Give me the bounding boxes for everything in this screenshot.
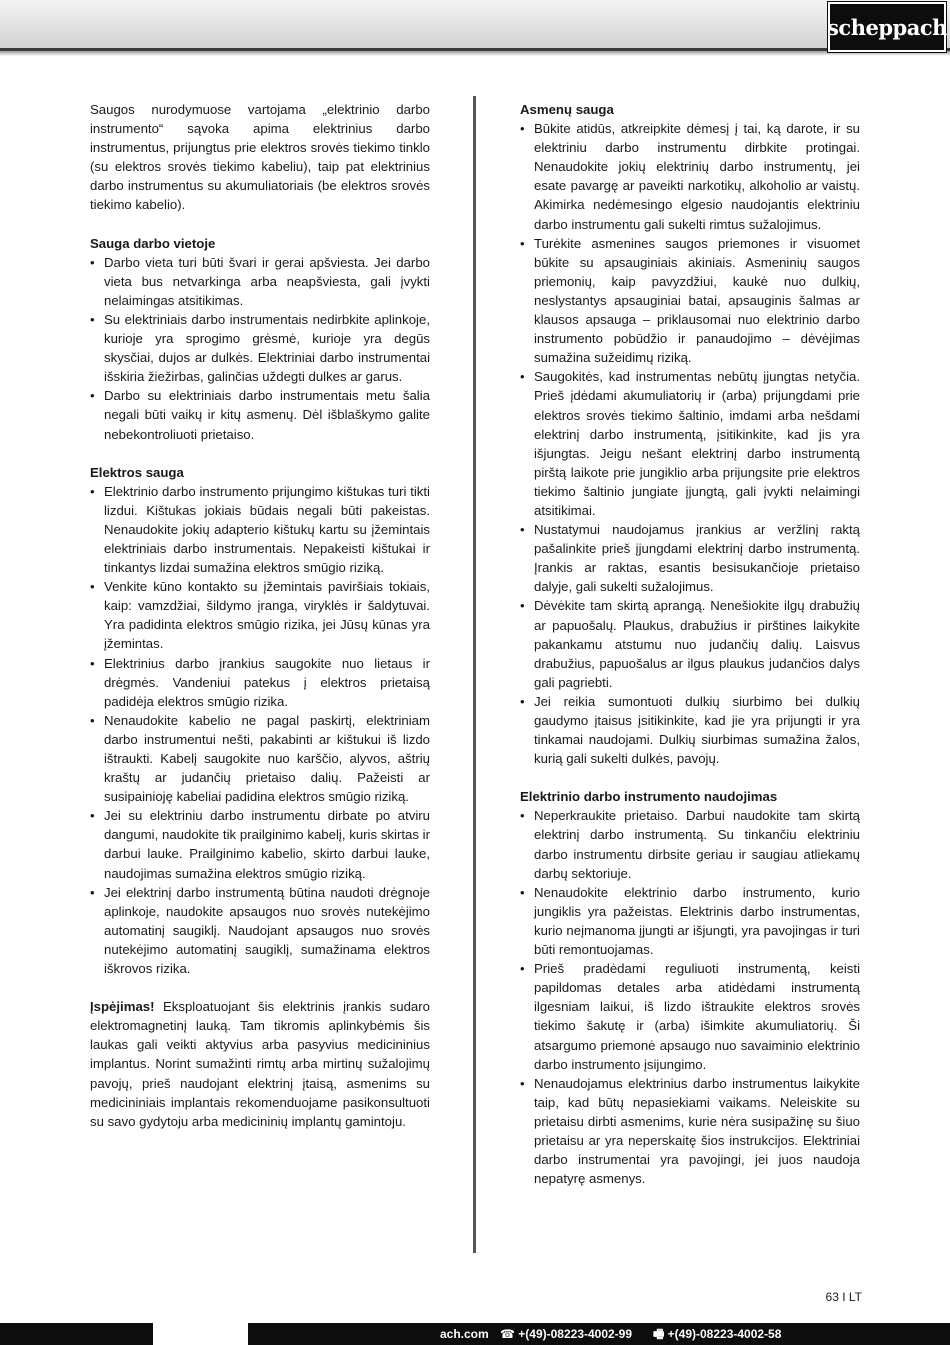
workplace-list (90, 253, 430, 444)
list-item: • Turėkite asmenines saugos priemones ir visuomet būkite su apsauginiais akiniais. Asmeninių saugos priemonių, kaip pavyzdžiui, kaukė nuo dulkių, neslystantys apsauginiai batai, apsauginis šalmas ar klausos apsauga – priklausomai nuo elektrinio darbo instrumento pobūdžio ir panaudojimo – dėvėjimas sumažina sužeidimų riziką. (520, 234, 860, 368)
warning-section (90, 997, 430, 1131)
footer-phone: ☎ +(49)-08223-4002-99 (500, 1327, 633, 1341)
personal-list (520, 119, 860, 768)
header-band (0, 0, 950, 51)
personal-safety-section (520, 100, 860, 768)
column-divider (473, 96, 476, 1253)
warning-label: Įspėjimas! (90, 999, 155, 1015)
logo-text: scheppach (827, 14, 947, 40)
footer-website: ach.com (440, 1327, 489, 1341)
footer-fax: 🖷 +(49)-08223-4002-58 (653, 1327, 782, 1341)
right-column (520, 100, 860, 1207)
list-item: • Elektrinius darbo įrankius saugokite nuo lietaus ir drėgmės. Vandeniui patekus į elektros prietaisą padidėja elektros smūgio rizika. (90, 654, 430, 711)
usage-list (520, 806, 860, 1188)
brand-logo (828, 2, 946, 52)
section-title-usage: Elektrinio darbo instrumento naudojimas (520, 789, 778, 805)
header-shadow (0, 51, 950, 56)
list-item: • Darbo su elektriniais darbo instrumentais metu šalia negali būti vaikų ir kitų asmenų. Dėl išblaškymo galite nebekontroliuoti prietaiso. (90, 386, 430, 443)
list-item: • Neperkraukite prietaiso. Darbui naudokite tam skirtą elektrinį darbo instrumentą. Su tinkančiu elektriniu darbo instrumentu dirbsite geriau ir saugiau atliekamų darbų sektoriuje. (520, 806, 860, 882)
list-item: • Darbo vieta turi būti švari ir gerai apšviesta. Jei darbo vieta bus netvarkinga arba neapšviesta, gali įvykti nelaimingas atsitikimas. (90, 253, 430, 310)
footer-bar-left (0, 1323, 153, 1345)
list-item: • Nustatymui naudojamus įrankius ar veržlinį raktą pašalinkite prieš įjungdami elektrinį darbo instrumentą. Įrankis ar raktas, esantis besisukančioje prietaiso dalyje, gali sukelti sužalojimus. (520, 520, 860, 596)
list-item: • Jei su elektriniu darbo instrumentu dirbate po atviru dangumi, naudokite tik prailginimo kabelį, kuris skirtas ir darbui lauke. Prailginimo kabelio, skirto darbui lauke, naudojimas sumažina elektros smūgio riziką. (90, 806, 430, 882)
workplace-safety-section (90, 234, 430, 444)
list-item: • Dėvėkite tam skirtą aprangą. Nenešiokite ilgų drabužių ar papuošalų. Plaukus, drabužius ir pirštines laikykite pakankamu atstumu nuo judančių dalių. Laisvus drabužius, papuošalus ar ilgus plaukus judančios dalys gali pagriebti. (520, 596, 860, 691)
list-item: • Prieš pradėdami reguliuoti instrumentą, keisti papildomas detales arba atidėdami instrumentą ilgesniam laikui, iš lizdo ištraukite elektros srovės tiekimo šakutę ir (arba) išimkite akumuliatorių. Ši atsargumo priemonė apsaugo nuo savaiminio elektrinio darbo instrumento įsijungimo. (520, 959, 860, 1074)
section-title-electrical: Elektros sauga (90, 464, 184, 480)
list-item: • Nenaudojamus elektrinius darbo instrumentus laikykite taip, kad būtų nepasiekiami vaikams. Neleiskite su prietaisu dirbti asmenims, kurie nėra susipažinę su šiuo prietaisu ar yra neperskaitę šios instrukcijos. Elektriniai darbo instrumentai yra pavojingi, jei juos naudoja nepatyrę asmenys. (520, 1074, 860, 1189)
warning-paragraph (90, 997, 430, 1131)
page-number: 63 I LT (825, 1290, 862, 1304)
intro-section (90, 100, 430, 215)
electrical-list (90, 482, 430, 978)
list-item: • Nenaudokite kabelio ne pagal paskirtį, elektriniam darbo instrumentui nešti, pakabinti ar kištukui iš lizdo ištraukti. Kabelį saugokite nuo karščio, alyvos, aštrių kraštų ar judančių prietaiso dalių. Pažeisti ar susipainioję kabeliai padidina elektros smūgio riziką. (90, 711, 430, 806)
footer-bar (248, 1323, 950, 1345)
electrical-safety-section (90, 463, 430, 979)
section-title-personal: Asmenų sauga (520, 102, 614, 117)
list-item: • Venkite kūno kontakto su įžemintais paviršiais tokiais, kaip: vamzdžiai, šildymo įranga, viryklės ir šaldytuvai. Yra padidinta elektros smūgio rizika, jei Jūsų kūnas yra įžemintas. (90, 577, 430, 653)
left-column (90, 100, 430, 1150)
intro-paragraph: Saugos nurodymuose vartojama „elektrinio darbo instrumento“ sąvoka apima elektrinius darbo instrumentus, prijungtus prie elektros srovės tiekimo tinklo (su elektros srovės tiekimo kabeliu), taip pat elektrinius darbo instrumentus su akumuliatoriais (be elektros srovės tiekimo kabelio). (90, 102, 430, 213)
section-title-workplace: Sauga darbo vietoje (90, 235, 216, 251)
list-item: • Su elektriniais darbo instrumentais nedirbkite aplinkoje, kurioje yra sprogimo grėsmė, kurioje yra degūs skysčiai, dujos ar dulkės. Elektriniai darbo instrumentai išskiria žiežirbas, galinčias uždegti dulkes ar garus. (90, 310, 430, 386)
list-item: • Jei elektrinį darbo instrumentą būtina naudoti drėgnoje aplinkoje, naudokite apsaugos nuo srovės nutekėjimo automatinį saugiklį. Naudojant apsaugos nuo srovės nutekėjimo automatinį saugiklį, sumažinama elektros iškrovos rizika. (90, 883, 430, 978)
list-item: • Nenaudokite elektrinio darbo instrumento, kurio jungiklis yra pažeistas. Elektrinis darbo instrumentas, kurio neįmanoma įjungti ar išjungti, yra pavojingas ir turi būti remontuojamas. (520, 883, 860, 959)
list-item: • Elektrinio darbo instrumento prijungimo kištukas turi tikti lizdui. Kištukas jokiais būdais negali būti pakeistas. Nenaudokite jokių adapterio kištukų kartu su įžemintais elektriniais darbo instrumentais. Nepakeisti kištukai ir tinkantys lizdai sumažina elektros smūgio riziką. (90, 482, 430, 577)
warning-text: Eksploatuojant šis elektrinis įrankis sudaro elektromagnetinį lauką. Tam tikromis aplinkybėmis šis laukas gali veikti aktyvius arba pasyvius medicininius implantus. Norint sumažinti rimtų arba mirtinų sužalojimų pavojų, prieš naudojant elektrinį įtaisą, asmenims su medicininiais implantais rekomenduojame pasikonsultuoti su savo gydytoju arba medicininių implantų gamintoju. (90, 999, 430, 1129)
tool-usage-section (520, 787, 860, 1188)
list-item: • Jei reikia sumontuoti dulkių siurbimo bei dulkių gaudymo įtaisus įsitikinkite, kad jie yra prijungti ir yra tinkamai naudojami. Dulkių siurbimas sumažina žalos, kurią gali sukelti dulkės, pavojų. (520, 692, 860, 768)
list-item: • Būkite atidūs, atkreipkite dėmesį į tai, ką darote, ir su elektriniu darbo instrumentu dirbkite protingai. Nenaudokite jokių elektrinių darbo instrumentų, jei esate pavargę ar paveikti narkotikų, alkoholio ar vaistų. Akimirka nedėmesingo elgesio naudojantis elektriniu darbo instrumentu gali sukelti rimtus sužalojimus. (520, 119, 860, 234)
list-item: • Saugokitės, kad instrumentas nebūtų įjungtas netyčia. Prieš įdėdami akumuliatorių ir (arba) prijungdami prie elektros srovės tiekimo šaltinio, imdami arba nešdami elektrinį darbo instrumentą, įsitikinkite, kad jis yra išjungtas. Jeigu nešant elektrinį darbo instrumentą pirštą laikote prie jungiklio arba prijungsite prie elektros tiekimo šaltinio jungiate įjungtą, gali įvykti nelaimingi atsitikimai. (520, 367, 860, 520)
